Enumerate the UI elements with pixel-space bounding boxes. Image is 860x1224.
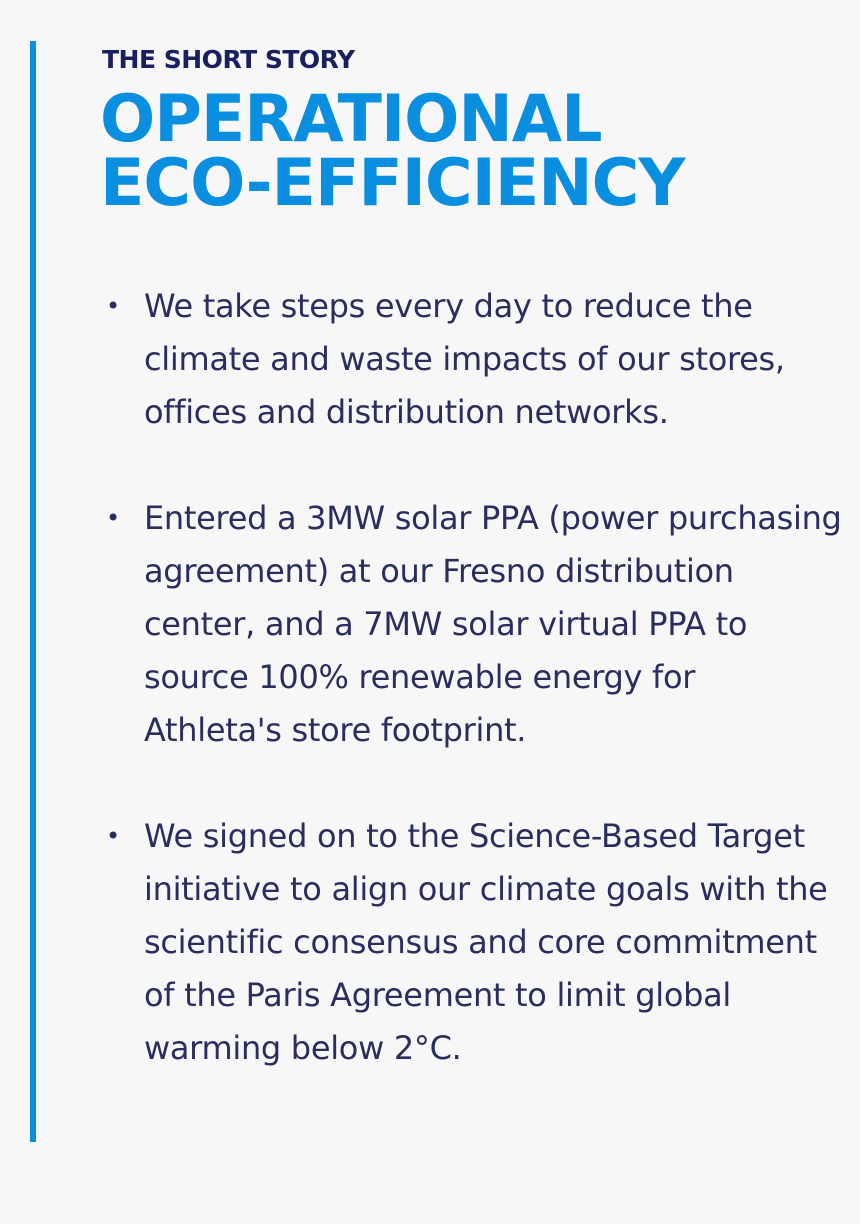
bullet-dot-icon: • (106, 504, 120, 532)
list-item (102, 492, 842, 757)
list-item (102, 280, 842, 439)
title-line-2: ECO-EFFICIENCY (100, 146, 685, 221)
eyebrow-label: THE SHORT STORY (102, 45, 355, 74)
bullet-text: We signed on to the Science-Based Target initiative to align our climate goals with the scientific consensus and core commitment of the Paris Agreement to limit global warming below 2°C. (144, 817, 828, 1067)
bullet-text: Entered a 3MW solar PPA (power purchasing agreement) at our Fresno distribution center, and a 7MW solar virtual PPA to source 100% renewable energy for Athleta's store footprint. (144, 499, 842, 749)
content (100, 44, 842, 1067)
bullet-list (102, 280, 842, 1075)
page-title (100, 82, 842, 221)
bullet-dot-icon: • (106, 292, 120, 320)
accent-bar (30, 41, 36, 1142)
bullet-text: We take steps every day to reduce the climate and waste impacts of our stores, offices and distribution networks. (144, 287, 785, 431)
list-item (102, 810, 842, 1075)
bullet-dot-icon: • (106, 822, 120, 850)
title-line-1: OPERATIONAL (100, 82, 602, 157)
